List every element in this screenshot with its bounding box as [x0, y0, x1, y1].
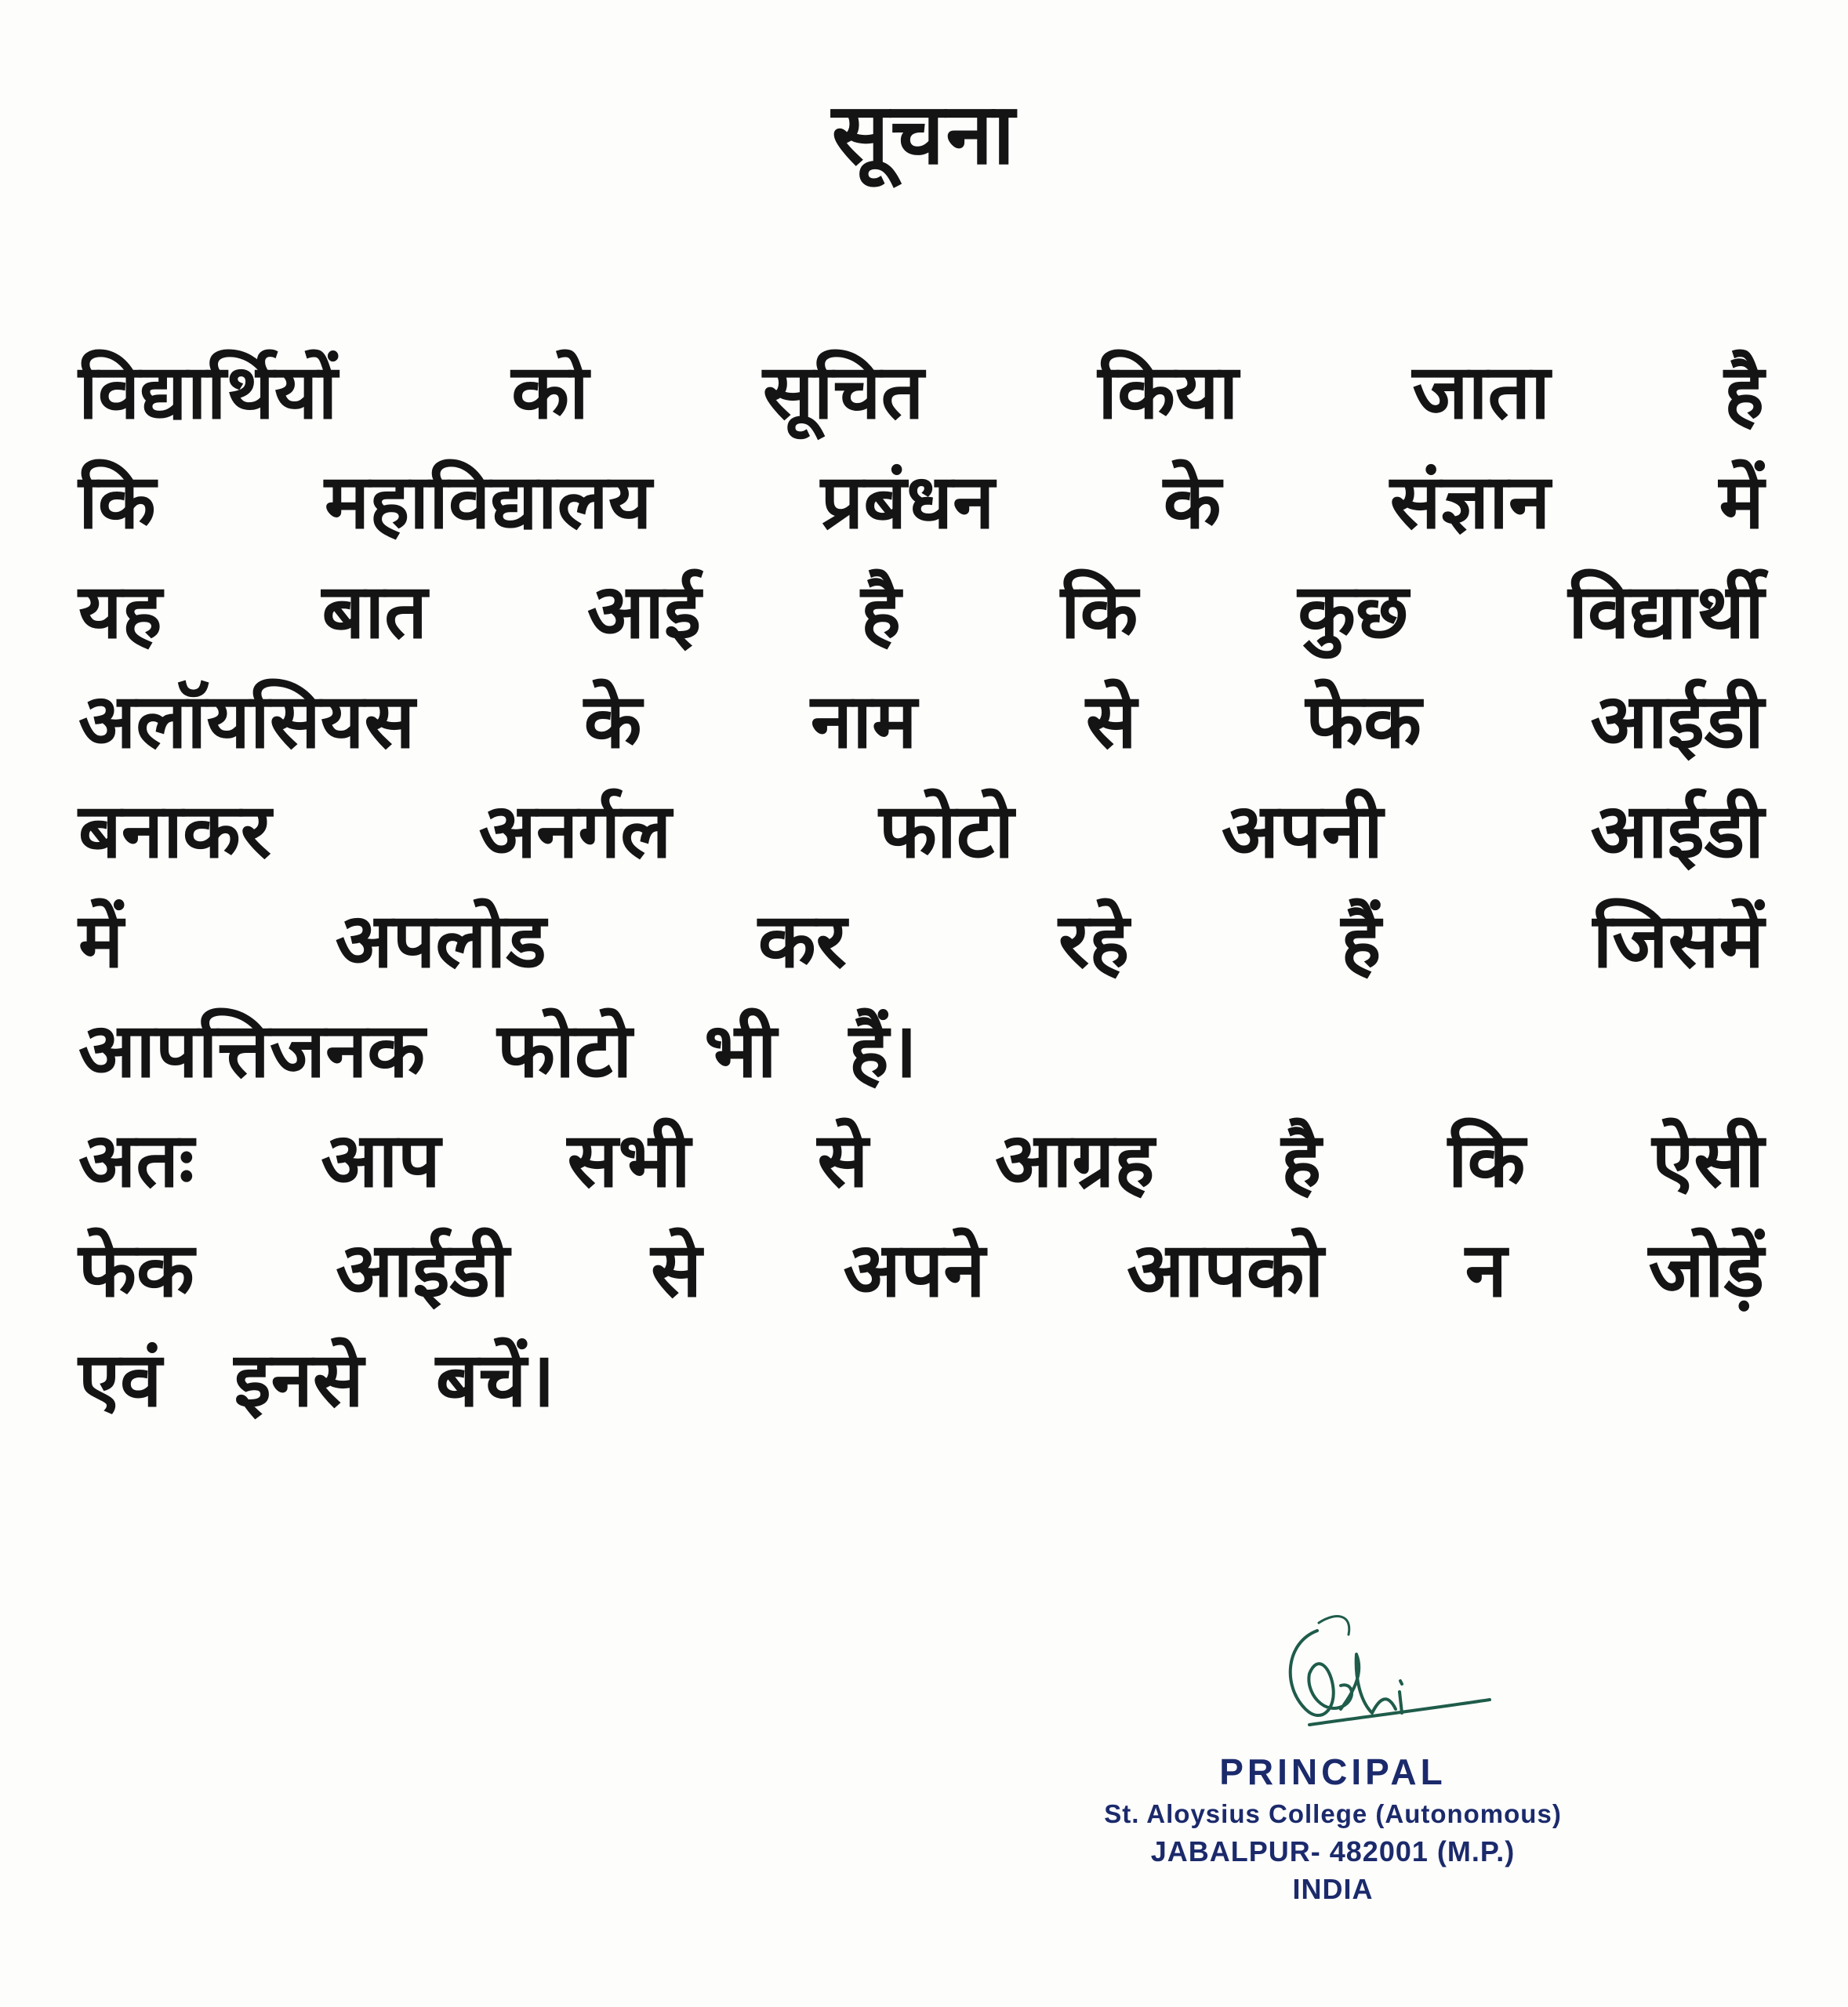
notice-word: के — [583, 677, 642, 765]
notice-title: सूचना — [831, 85, 1017, 183]
notice-word: यह — [78, 568, 162, 655]
notice-body — [78, 337, 1764, 1435]
notice-word: अलॉयसियस — [78, 677, 416, 765]
notice-word: फोटो — [879, 787, 1015, 875]
notice-word: अपनी — [1221, 787, 1383, 875]
notice-word: फेक — [78, 1226, 194, 1314]
notice-word: है — [860, 568, 901, 655]
notice-word: अनर्गल — [478, 787, 672, 875]
notice-word: जाता — [1412, 348, 1551, 436]
notice-word: से — [651, 1226, 703, 1314]
stamp-title: PRINCIPAL — [1219, 1751, 1447, 1792]
notice-word: जोड़ें — [1648, 1226, 1764, 1314]
notice-word: सूचित — [762, 348, 924, 436]
notice-word: अतः — [78, 1116, 194, 1204]
notice-word: इनसे — [234, 1336, 364, 1424]
notice-word: में — [1719, 458, 1764, 546]
notice-word: आग्रह — [995, 1116, 1155, 1204]
notice-word: कर — [757, 897, 847, 985]
notice-word: सभी — [567, 1116, 691, 1204]
notice-word: अपने — [843, 1226, 986, 1314]
notice-word: फोटो — [497, 1007, 633, 1094]
notice-word: बचें। — [435, 1336, 555, 1424]
notice-word: महाविद्यालय — [324, 458, 652, 546]
principal-signature-stamp — [1019, 1599, 1646, 1960]
notice-word: कुछ — [1298, 568, 1409, 655]
notice-word: अपलोड — [335, 897, 546, 985]
notice-line — [78, 1325, 1764, 1435]
notice-word: जिसमें — [1592, 897, 1764, 985]
notice-word: बनाकर — [78, 787, 271, 875]
notice-line — [78, 337, 1764, 447]
notice-word: आपको — [1127, 1226, 1324, 1314]
notice-line — [78, 666, 1764, 776]
notice-word: रहे — [1058, 897, 1130, 985]
stamp-city: JABALPUR- 482001 (M.P.) — [1150, 1835, 1516, 1867]
notice-word: हैं — [1341, 897, 1381, 985]
handwritten-signature — [1262, 1599, 1498, 1756]
notice-word: किया — [1098, 348, 1239, 436]
notice-line — [78, 886, 1764, 996]
notice-word: आईडी — [336, 1226, 510, 1314]
notice-line — [78, 776, 1764, 886]
notice-word: के — [1163, 458, 1222, 546]
notice-line — [78, 1215, 1764, 1325]
notice-word: संज्ञान — [1389, 458, 1551, 546]
notice-word: आपत्तिजनक — [78, 1007, 426, 1094]
notice-word: भी — [704, 1007, 777, 1094]
notice-word: आईडी — [1590, 677, 1764, 765]
principal-stamp — [1019, 1748, 1646, 1908]
notice-word: कि — [1060, 568, 1138, 655]
notice-word: प्रबंधन — [820, 458, 995, 546]
notice-word: नाम — [810, 677, 917, 765]
notice-word: से — [817, 1116, 869, 1204]
notice-line — [78, 447, 1764, 557]
notice-word: आई — [586, 568, 702, 655]
notice-line — [78, 1105, 1764, 1215]
notice-word: को — [511, 348, 589, 436]
notice-word: है — [1723, 348, 1764, 436]
notice-word: कि — [1447, 1116, 1526, 1204]
notice-word: आईडी — [1590, 787, 1764, 875]
notice-line — [78, 557, 1764, 666]
notice-word: एवं — [78, 1336, 162, 1424]
notice-word: से — [1085, 677, 1137, 765]
notice-word: कि — [78, 458, 156, 546]
stamp-institution: St. Aloysius College (Autonomous) — [1104, 1799, 1562, 1828]
notice-line — [78, 996, 1764, 1105]
notice-word: विद्यार्थियों — [78, 348, 338, 436]
notice-word: बात — [321, 568, 427, 655]
notice-word: फेक — [1305, 677, 1422, 765]
stamp-country: INDIA — [1292, 1873, 1374, 1905]
notice-word: ऐसी — [1652, 1116, 1764, 1204]
notice-word: हैं। — [848, 1007, 917, 1094]
notice-word: न — [1465, 1226, 1508, 1314]
notice-word: विद्यार्थी — [1568, 568, 1764, 655]
notice-word: है — [1281, 1116, 1322, 1204]
notice-word: में — [78, 897, 124, 985]
notice-word: आप — [321, 1116, 441, 1204]
